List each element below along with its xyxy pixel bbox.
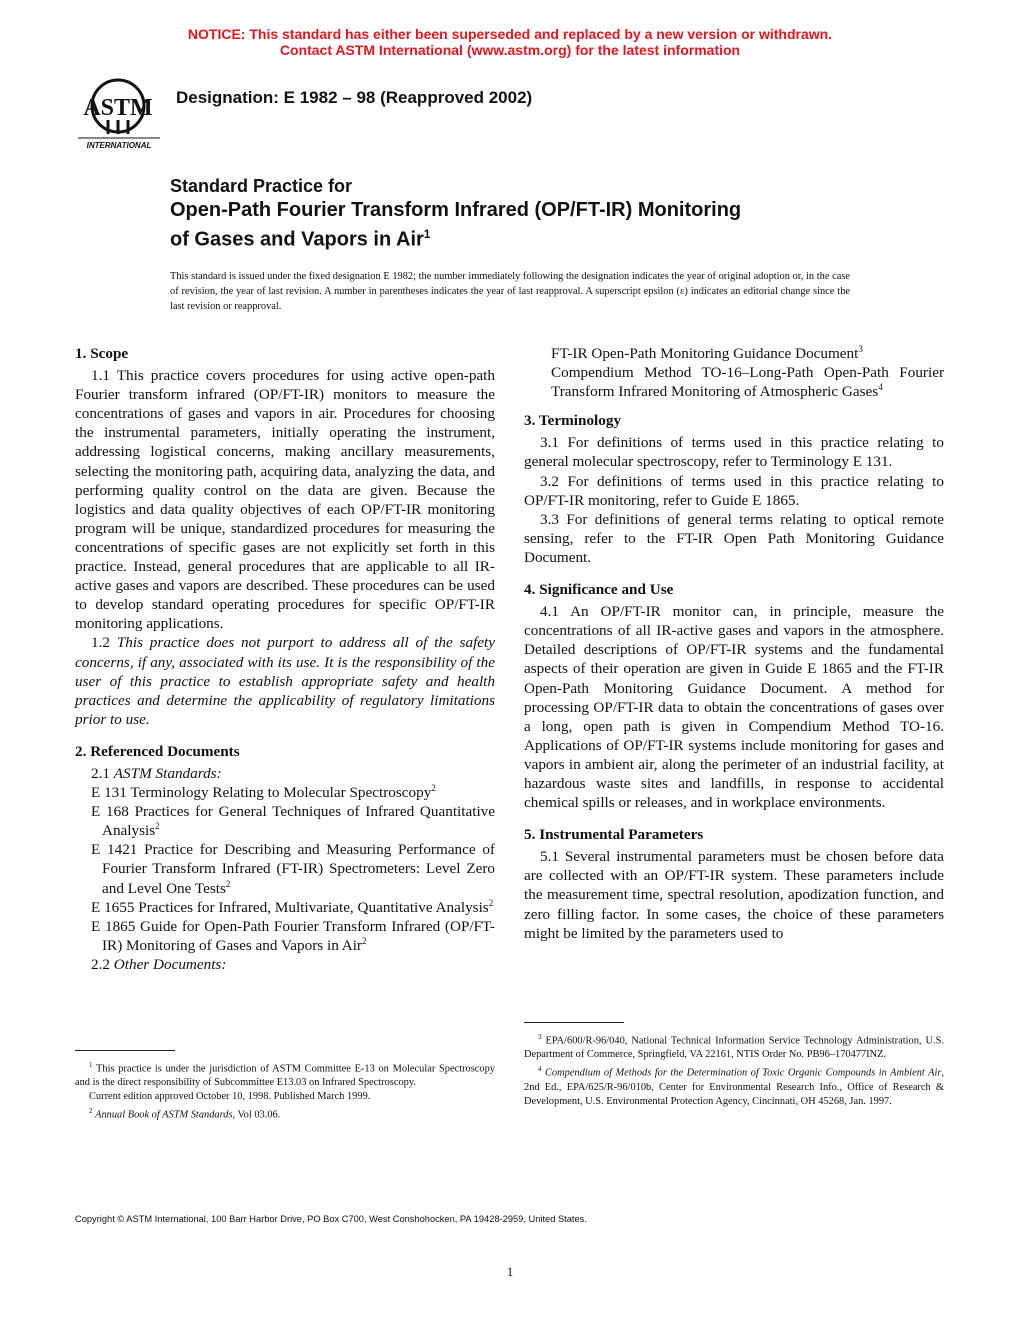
paragraph-5-1: 5.1 Several instrumental parameters must be chosen before data are collected with an OP/FT-IR system. These parameters include the measurement time, spectral resolution, apodization function, and zero filling factor. In some cases, the choice of these parameters might be limited by the parameters used to xyxy=(524,848,944,942)
copyright-line: Copyright © ASTM International, 100 Barr Harbor Drive, PO Box C700, West Conshohocken, PA 19428-2959, United States. xyxy=(75,1214,587,1224)
section-3-heading: 3. Terminology xyxy=(524,412,622,430)
section-4-heading: 4. Significance and Use xyxy=(524,581,674,599)
notice-line-2: Contact ASTM International (www.astm.org) for the latest information xyxy=(279,42,741,58)
logo-subtitle: INTERNATIONAL xyxy=(86,141,152,150)
footnotes-left xyxy=(75,1058,495,1123)
notice-banner xyxy=(0,26,1020,58)
right-column xyxy=(524,344,944,943)
reference-item: E 1421 Practice for Describing and Measuring Performance of Fourier Transform Infrared (FT-IR) Spectrometers: Level Zero and Level One Tests$^2$ xyxy=(91,841,495,897)
page-number: 1 xyxy=(506,1264,514,1279)
section-5-heading: 5. Instrumental Parameters xyxy=(524,826,704,844)
footnote-4: $^4$ Compendium of Methods for the Determination of Toxic Organic Compounds in Ambient Air, 2nd Ed., EPA/625/R-96/010b, Center for Environmental Research Info., Office of Research & Development, U.S. Environmental Protection Agency, Cincinnati, OH 45268, Jan. 1997. xyxy=(524,1065,944,1107)
paragraph-4-1: 4.1 An OP/FT-IR monitor can, in principle, measure the concentrations of all IR-active gases and vapors in the atmosphere. Detailed descriptions of OP/FT-IR systems and the fundamental aspects of their operation are given in Guide E 1865 and the FT-IR Open-Path Monitoring Guidance Document. A method for processing OP/FT-IR data to obtain the concentrations of gases over a long, open path is given in Compendium Method TO-16. Applications of OP/FT-IR systems include monitoring for gases and vapors in ambient air, along the perimeter of an industrial facility, at hazardous waste sites and landfills, in response to accidental chemical spills or releases, and in workplace environments. xyxy=(524,603,944,812)
other-document-item: FT-IR Open-Path Monitoring Guidance Document$^3$ xyxy=(551,343,863,362)
notice-line-1: NOTICE: This standard has either been superseded and replaced by a new version or withdrawn. xyxy=(187,26,833,42)
reference-item: E 168 Practices for General Techniques of Infrared Quantitative Analysis$^2$ xyxy=(91,803,495,840)
footnote-2: $^2$ Annual Book of ASTM Standards, Vol 03.06. xyxy=(89,1107,281,1121)
reference-item: E 1865 Guide for Open-Path Fourier Transform Infrared (OP/FT-IR) Monitoring of Gases and Vapors in Air$^2$ xyxy=(91,917,495,954)
designation: Designation: E 1982 – 98 (Reapproved 2002) xyxy=(176,88,533,107)
issuance-note: This standard is issued under the fixed designation E 1982; the number immediately following the designation indicates the year of original adoption or, in the case of revision, the year of last revision. A number in parentheses indicates the year of last reapproval. A superscript epsilon (ε) indicates an editorial change since the last revision or reapproval. xyxy=(170,271,850,312)
paragraph-1-2: 1.2 This practice does not purport to address all of the safety concerns, if any, associated with its use. It is the responsibility of the user of this practice to establish appropriate safety and health practices and determine the applicability of regulatory limitations prior to use. xyxy=(75,634,495,728)
paragraph-3-1: 3.1 For definitions of terms used in this practice relating to general molecular spectroscopy, refer to Terminology E 131. xyxy=(524,434,944,471)
paragraph-2-1: 2.1 ASTM Standards: xyxy=(91,764,222,782)
paragraph-1-1: 1.1 This practice covers procedures for using active open-path Fourier transform infrared (OP/FT-IR) monitors to measure the concentrations of gases and vapors in air. Procedures for choosing the instrumental parameters, initially operating the instrument, addressing logistical concerns, making ancillary measurements, selecting the monitoring path, acquiring data, analyzing the data, and performing quality control on the data are given. Because the logistics and data quality objectives of each OP/FT-IR monitoring program will be unique, standardized procedures for measuring the concentrations of specific gases are not explicitly set forth in this practice. Instead, general procedures that are applicable to all IR-active gases and vapors are described. These procedures can be used to develop standard operating procedures for specific OP/FT-IR monitoring applications. xyxy=(75,367,495,633)
footnote-3: $^3$ EPA/600/R-96/040, National Technical Information Service Technology Administration, U.S. Department of Commerce, Springfield, VA 22161, NTIS Order No. PB96–170477INZ. xyxy=(524,1033,944,1061)
title-line-3: of Gases and Vapors in Air$^1$ xyxy=(170,227,431,251)
document-title xyxy=(170,174,870,252)
section-1-heading: 1. Scope xyxy=(75,345,129,362)
title-line-1: Standard Practice for xyxy=(170,176,353,196)
footnote-1: $^1$ This practice is under the jurisdiction of ASTM Committee E-13 on Molecular Spectroscopy and is the direct responsibility of Subcommittee E13.03 on Infrared Spectroscopy. xyxy=(75,1061,495,1089)
footnote-rule-left xyxy=(75,1050,175,1051)
reference-item: E 131 Terminology Relating to Molecular Spectroscopy$^2$ xyxy=(91,783,436,802)
logo-text: ASTM xyxy=(83,95,153,121)
section-2-heading: 2. Referenced Documents xyxy=(75,742,240,760)
title-line-2: Open-Path Fourier Transform Infrared (OP/FT-IR) Monitoring xyxy=(170,199,742,221)
paragraph-2-2: 2.2 Other Documents: xyxy=(91,955,227,973)
footnote-rule-right xyxy=(524,1022,624,1023)
footnotes-right xyxy=(524,1030,944,1109)
paragraph-3-3: 3.3 For definitions of general terms relating to optical remote sensing, refer to the FT-IR Open Path Monitoring Guidance Document. xyxy=(524,510,944,566)
astm-logo xyxy=(74,78,164,152)
astm-logo-icon xyxy=(74,78,164,152)
reference-item: E 1655 Practices for Infrared, Multivariate, Quantitative Analysis$^2$ xyxy=(91,897,494,916)
paragraph-3-2: 3.2 For definitions of terms used in this practice relating to OP/FT-IR monitoring, refer to Guide E 1865. xyxy=(524,472,944,509)
other-document-item: Compendium Method TO-16–Long-Path Open-Path Fourier Transform Infrared Monitoring of Atmospheric Gases$^4$ xyxy=(551,364,944,401)
footnote-1-edition: Current edition approved October 10, 1998. Published March 1999. xyxy=(89,1091,371,1103)
left-column xyxy=(75,344,495,974)
